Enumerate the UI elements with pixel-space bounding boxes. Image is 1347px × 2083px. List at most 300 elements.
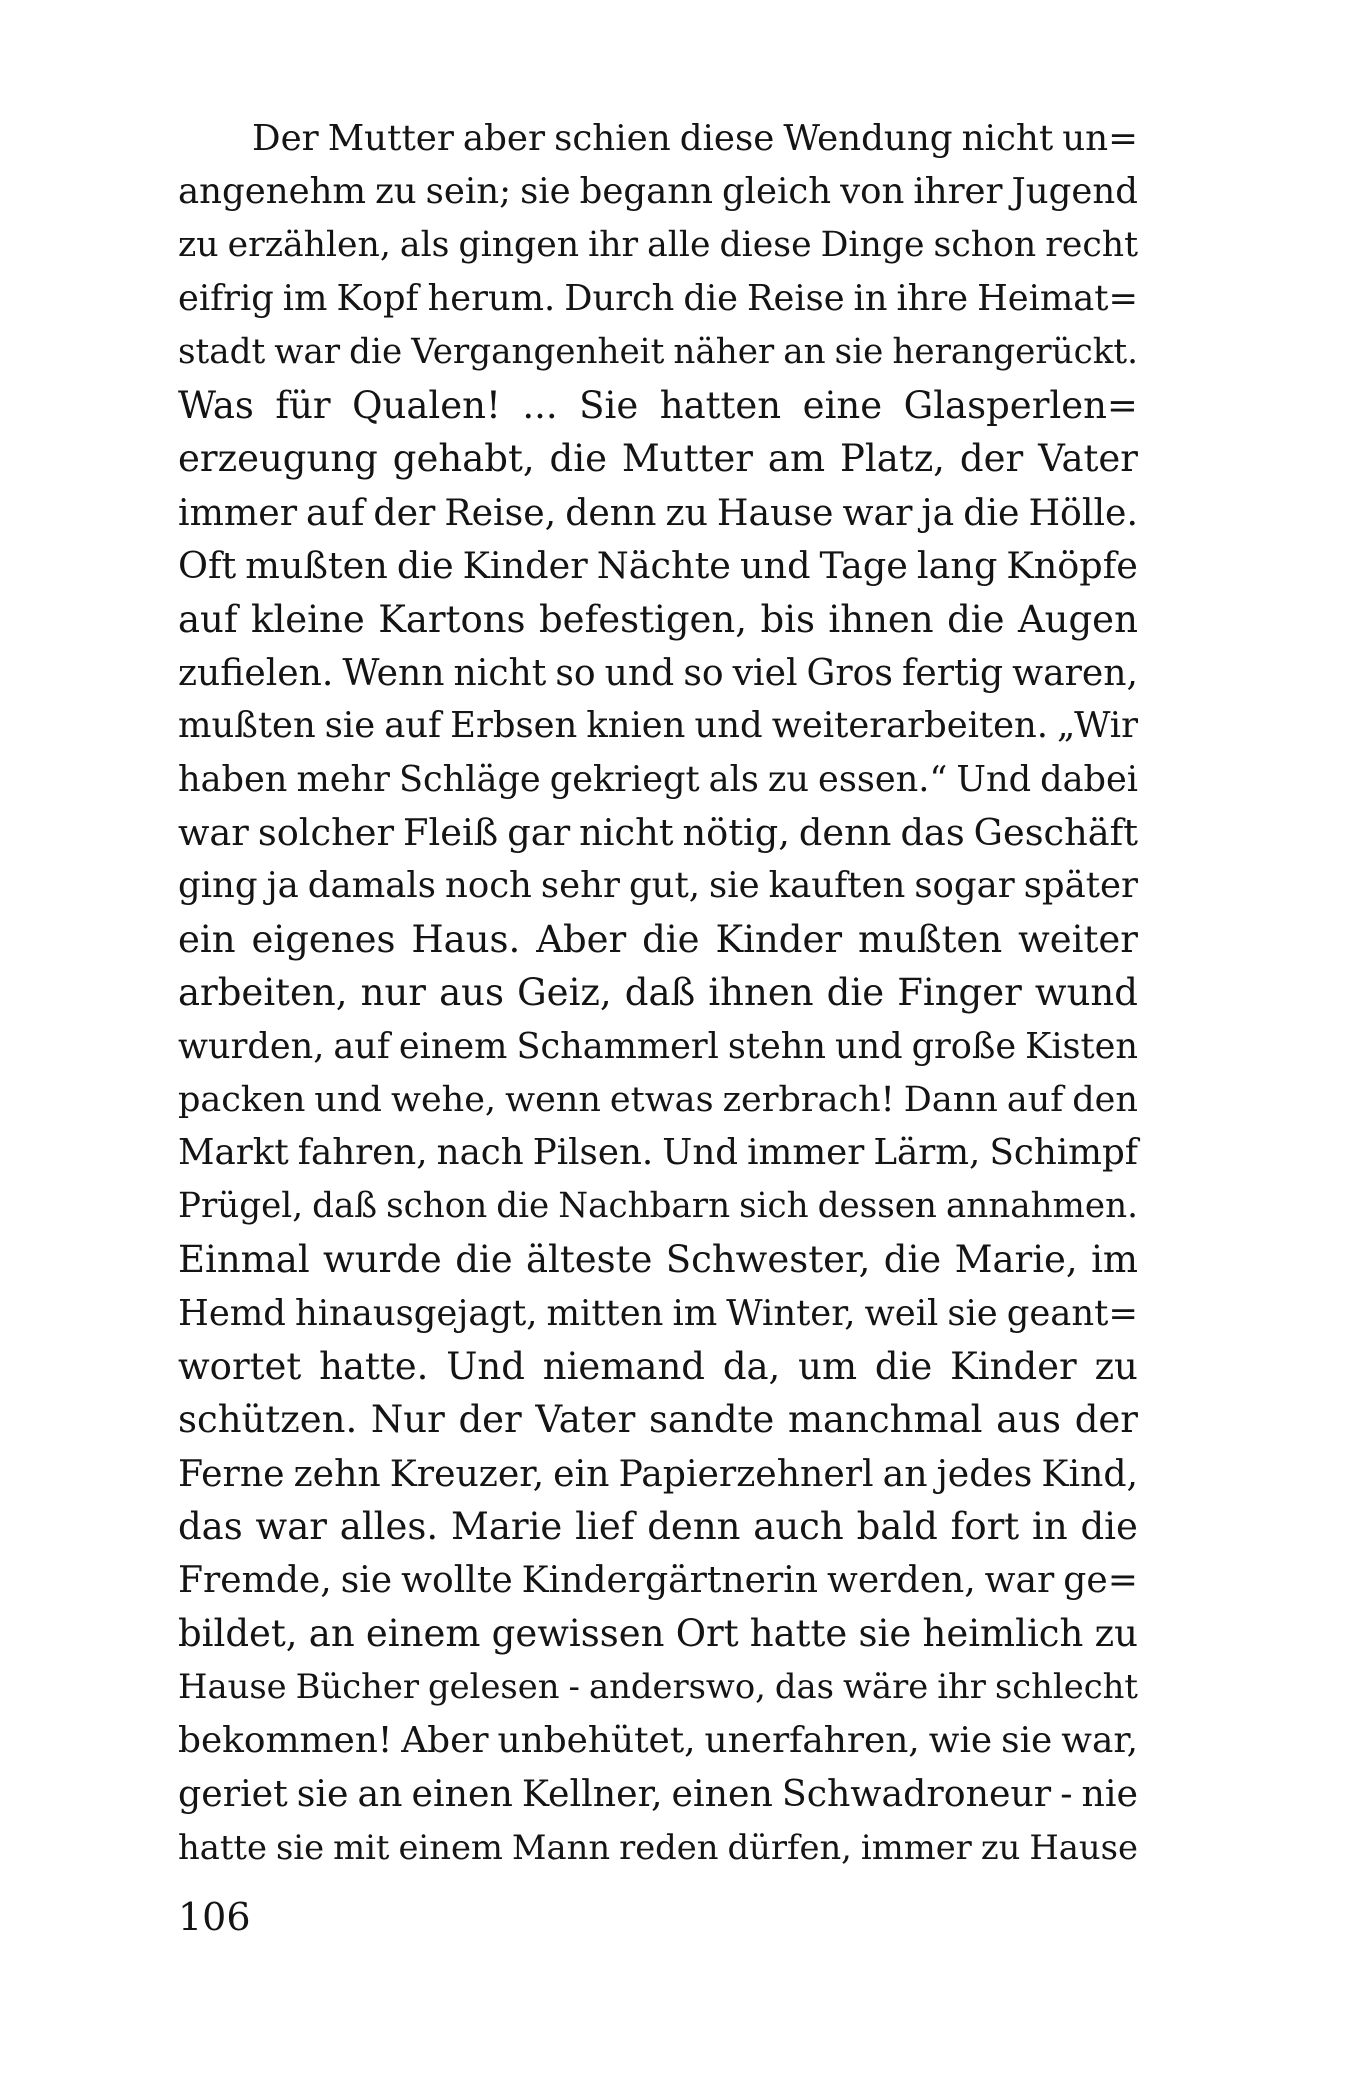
word: lief <box>575 1505 635 1549</box>
word: nicht <box>961 118 1054 159</box>
word: den <box>1072 1079 1138 1121</box>
word: zu <box>665 490 708 534</box>
text-line <box>178 913 1138 966</box>
word: die <box>549 437 607 481</box>
word: immer <box>178 490 298 534</box>
word: Platz, <box>840 437 945 481</box>
word: nie <box>1081 1772 1138 1816</box>
word: noch <box>445 865 532 907</box>
word: hinausgejagt, <box>294 1292 538 1334</box>
word: Hemd <box>178 1292 286 1334</box>
word: nach <box>436 1132 524 1174</box>
word: das <box>774 1667 834 1707</box>
word: herangerückt. <box>892 331 1138 372</box>
word: die <box>455 1238 513 1282</box>
word: sandte <box>648 1398 775 1442</box>
word: ging <box>178 865 258 907</box>
word: aus <box>996 1398 1062 1442</box>
word: aus <box>439 971 504 1015</box>
word: Augen <box>1017 597 1138 641</box>
text-line <box>178 219 1138 272</box>
word: die <box>683 278 739 320</box>
text-line <box>178 1126 1138 1179</box>
word: das <box>900 811 965 855</box>
word: Dinge <box>820 224 925 265</box>
word: und <box>314 1079 382 1121</box>
word: an <box>882 1451 928 1495</box>
word: ja <box>266 865 299 907</box>
word: weiterarbeiten. <box>771 705 1048 747</box>
word: solcher <box>257 811 394 855</box>
word: ge= <box>1063 1558 1138 1601</box>
word: wollte <box>401 1558 513 1601</box>
word: ein <box>178 917 236 961</box>
word: Und <box>446 1344 525 1388</box>
word: zu <box>375 171 417 213</box>
word: weiter <box>1018 917 1138 961</box>
word: mußten <box>245 544 388 588</box>
word: schlecht <box>994 1667 1138 1707</box>
word: hatten <box>659 383 782 427</box>
word: mitten <box>546 1292 664 1334</box>
word: sie <box>858 1611 912 1655</box>
word: damals <box>307 865 436 907</box>
word: sie <box>947 1292 998 1334</box>
word: Wendung <box>783 118 953 159</box>
word: Schwester, <box>665 1238 871 1282</box>
word: ihr <box>937 1667 986 1707</box>
text-line <box>178 1180 1138 1233</box>
word: zu <box>178 224 219 265</box>
word: sein; <box>425 171 512 213</box>
word: angenehm <box>178 171 367 213</box>
word: mußten <box>857 917 1003 961</box>
word: in <box>853 278 888 320</box>
word: im <box>672 1292 718 1334</box>
word: wehe, <box>390 1079 497 1121</box>
word: am <box>767 437 826 481</box>
word: die <box>963 490 1020 534</box>
word: waren, <box>1012 650 1138 694</box>
word: nötig, <box>682 811 790 855</box>
word: daß <box>312 1185 378 1226</box>
word: und <box>604 650 675 694</box>
word: bald <box>856 1505 938 1549</box>
word: wurde <box>323 1238 442 1282</box>
word: sogar <box>914 865 1015 907</box>
word: war <box>274 331 341 372</box>
body-text <box>178 112 1138 1874</box>
text-line <box>178 486 1138 539</box>
word: Marie, <box>954 1238 1078 1282</box>
text-line <box>178 1340 1138 1393</box>
word: unbehütet, <box>497 1719 696 1761</box>
word: schon <box>933 224 1037 265</box>
word: Was <box>178 383 254 427</box>
text-line <box>178 699 1138 752</box>
word: bildet, <box>178 1611 298 1655</box>
word: aber <box>462 118 546 159</box>
word: die <box>826 971 885 1015</box>
word: so <box>683 650 724 694</box>
word: ... <box>522 383 558 427</box>
word: der <box>458 1398 522 1442</box>
word: alles. <box>339 1505 439 1549</box>
word: Kreuzer, <box>389 1451 545 1495</box>
text-line <box>178 646 1138 699</box>
word: ein <box>553 1451 610 1495</box>
word: kleine <box>251 597 365 641</box>
text-line <box>178 1233 1138 1286</box>
word: erzählen, <box>227 224 391 265</box>
word: Tage <box>819 544 908 588</box>
word: Bücher <box>295 1667 420 1707</box>
word: hatte. <box>319 1344 429 1388</box>
word: Vergangenheit <box>411 331 665 372</box>
word: wortet <box>178 1344 302 1388</box>
word: sie <box>296 1772 349 1816</box>
word: bekommen! <box>178 1719 393 1761</box>
word: gehabt, <box>392 437 535 481</box>
word: Lärm, <box>873 1132 981 1174</box>
word: ihre <box>896 278 969 320</box>
word: gingen <box>458 224 580 265</box>
word: eifrig <box>178 278 274 320</box>
word: reden <box>619 1827 719 1867</box>
word: Schimpf <box>989 1132 1138 1174</box>
word: Vater <box>535 1398 636 1442</box>
word: Marie <box>450 1505 563 1549</box>
word: die <box>642 917 700 961</box>
word: Kind, <box>1041 1451 1138 1495</box>
word: einen <box>411 1772 513 1816</box>
word: war <box>984 1558 1055 1601</box>
text-line <box>178 1767 1138 1820</box>
word: - <box>568 1667 580 1707</box>
word: sie <box>275 1827 325 1867</box>
word: war, <box>1061 1719 1138 1761</box>
word: knien <box>586 705 686 747</box>
word: Nur <box>370 1398 445 1442</box>
word: Markt <box>178 1132 289 1174</box>
word: haben <box>178 758 288 800</box>
word: der <box>1074 1398 1138 1442</box>
word: Geiz, <box>517 971 612 1015</box>
word: gelesen <box>428 1667 560 1707</box>
word: Dann <box>903 1079 998 1121</box>
word: schon <box>386 1185 488 1226</box>
word: essen.“ <box>818 758 948 800</box>
word: ja <box>921 490 955 534</box>
word: Finger <box>897 971 1022 1015</box>
word: sehr <box>540 865 620 907</box>
word: Prügel, <box>178 1185 304 1226</box>
word: lang <box>916 544 998 588</box>
word: die <box>883 1238 942 1282</box>
word: Aber <box>536 917 627 961</box>
word: zufielen. <box>178 650 334 694</box>
text-line <box>178 112 1138 165</box>
word: denn <box>647 1505 741 1549</box>
word: auf <box>306 490 365 534</box>
word: schützen. <box>178 1398 358 1442</box>
word: für <box>275 383 331 427</box>
word: war <box>255 1505 327 1549</box>
word: Kellner, <box>521 1772 663 1816</box>
text-line <box>178 379 1138 432</box>
word: Hause <box>716 490 834 534</box>
word: Ferne <box>178 1451 285 1495</box>
word: immer <box>860 1827 972 1867</box>
word: Ort <box>675 1611 739 1655</box>
word: bis <box>760 597 815 641</box>
word: Oft <box>178 544 237 588</box>
word: wäre <box>843 1667 929 1707</box>
word: Wenn <box>342 650 445 694</box>
word: zu <box>1094 1344 1138 1388</box>
word: an <box>783 331 826 372</box>
text-line <box>178 539 1138 592</box>
word: dabei <box>1040 758 1138 800</box>
word: nur <box>360 971 426 1015</box>
word: die <box>947 597 1005 641</box>
word: Knöpfe <box>1006 544 1138 588</box>
word: Schammerl <box>516 1025 719 1067</box>
word: Reise <box>747 278 845 320</box>
word: schien <box>554 118 671 159</box>
word: an <box>308 1611 355 1655</box>
word: Mutter <box>621 437 753 481</box>
word: eine <box>802 383 883 427</box>
word: der <box>373 490 436 534</box>
page-number: 106 <box>178 1895 251 1939</box>
word: befestigen, <box>538 597 748 641</box>
word: sie <box>520 171 571 213</box>
word: zehn <box>293 1451 381 1495</box>
word: gekriegt <box>549 758 700 800</box>
word: ihnen <box>708 971 814 1015</box>
word: hatte <box>178 1827 267 1867</box>
word: weil <box>864 1292 939 1334</box>
text-line <box>178 806 1138 859</box>
word: da, <box>722 1344 781 1388</box>
word: Hölle. <box>1028 490 1138 534</box>
word: Kisten <box>1025 1025 1138 1067</box>
word: Schläge <box>398 758 541 800</box>
word: Haus. <box>411 917 521 961</box>
word: Hause <box>178 1667 287 1707</box>
word: denn <box>798 811 892 855</box>
word: heimlich <box>922 1611 1084 1655</box>
word: niemand <box>542 1344 705 1388</box>
word: jedes <box>936 1451 1033 1495</box>
word: Durch <box>564 278 675 320</box>
word: geriet <box>178 1772 288 1816</box>
text-line <box>178 966 1138 1019</box>
word: Mann <box>511 1827 611 1867</box>
word: Mutter <box>327 118 454 159</box>
text-line <box>178 1447 1138 1500</box>
word: Reise, <box>444 490 557 534</box>
word: Der <box>252 118 319 159</box>
word: anderswo, <box>588 1667 766 1707</box>
word: denn <box>565 490 657 534</box>
word: und <box>834 1025 903 1067</box>
text-line <box>178 753 1138 806</box>
word: Jugend <box>1011 171 1138 213</box>
word: auch <box>753 1505 844 1549</box>
text-line <box>178 1607 1138 1660</box>
word: Winter, <box>726 1292 856 1334</box>
text-line <box>178 1714 1138 1767</box>
word: Glasperlen= <box>903 383 1138 427</box>
word: sie <box>340 1558 393 1601</box>
word: in <box>1031 1505 1068 1549</box>
word: zerbrach! <box>722 1079 895 1121</box>
word: mehr <box>296 758 390 800</box>
word: um <box>798 1344 858 1388</box>
word: einem <box>398 1025 508 1067</box>
word: Papierzehnerl <box>618 1451 874 1495</box>
word: sie <box>834 331 884 372</box>
text-line <box>178 1821 1138 1874</box>
word: kauften <box>768 865 906 907</box>
word: Nächte <box>596 544 731 588</box>
word: gar <box>507 811 571 855</box>
word: - <box>1060 1772 1073 1816</box>
word: dessen <box>817 1185 937 1226</box>
word: gut, <box>628 865 701 907</box>
word: sie <box>709 865 760 907</box>
word: nicht <box>579 811 674 855</box>
word: viel <box>732 650 798 694</box>
text-line <box>178 1073 1138 1126</box>
word: fertig <box>901 650 1004 694</box>
word: im <box>1091 1238 1138 1282</box>
word: stehn <box>727 1025 826 1067</box>
word: die <box>1080 1505 1138 1549</box>
word: geant= <box>1006 1292 1138 1334</box>
word: große <box>911 1025 1017 1067</box>
word: auf <box>384 705 442 747</box>
word: ihr <box>588 224 639 265</box>
word: als <box>399 224 450 265</box>
word: Und <box>956 758 1032 800</box>
word: und <box>694 705 763 747</box>
word: auf <box>1006 1079 1064 1121</box>
word: Vater <box>1038 437 1138 481</box>
word: gleich <box>721 171 832 213</box>
word: wie <box>928 1719 993 1761</box>
word: zu <box>1094 1611 1138 1655</box>
word: im <box>282 278 328 320</box>
word: herum. <box>427 278 556 320</box>
word: zu <box>767 758 810 800</box>
text-line <box>178 432 1138 485</box>
word: von <box>840 171 905 213</box>
word: Pilsen. <box>532 1132 654 1174</box>
text-line <box>178 1020 1138 1073</box>
word: hatte <box>749 1611 848 1655</box>
word: Gros <box>806 650 893 694</box>
word: älteste <box>525 1238 653 1282</box>
word: dürfen, <box>727 1827 852 1867</box>
text-line <box>178 1500 1138 1553</box>
word: stadt <box>178 331 266 372</box>
word: wenn <box>505 1079 601 1121</box>
word: einen <box>671 1772 773 1816</box>
word: mit <box>333 1827 390 1867</box>
text-line <box>178 165 1138 218</box>
word: Erbsen <box>450 705 578 747</box>
word: daß <box>624 971 696 1015</box>
word: wurden, <box>178 1025 325 1067</box>
word: einem <box>365 1611 481 1655</box>
word: Kopf <box>336 278 419 320</box>
word: erzeugung <box>178 437 378 481</box>
text-line <box>178 326 1138 379</box>
word: als <box>708 758 759 800</box>
word: Und <box>662 1132 739 1174</box>
word: Heimat= <box>977 278 1138 320</box>
word: ihnen <box>828 597 934 641</box>
text-line <box>178 859 1138 912</box>
word: auf <box>333 1025 390 1067</box>
word: Kinder <box>950 1344 1077 1388</box>
word: recht <box>1045 224 1138 265</box>
word: sie <box>1001 1719 1053 1761</box>
word: Qualen! <box>352 383 501 427</box>
word: sich <box>739 1185 809 1226</box>
word: an <box>357 1772 403 1816</box>
word: Fleiß <box>403 811 499 855</box>
word: Kartons <box>378 597 526 641</box>
word: näher <box>673 331 775 372</box>
word: so <box>555 650 596 694</box>
word: ihrer <box>913 171 1003 213</box>
word: einem <box>398 1827 503 1867</box>
word: gewissen <box>491 1611 665 1655</box>
text-line <box>178 272 1138 325</box>
word: un= <box>1062 118 1138 159</box>
word: Nachbarn <box>558 1185 731 1226</box>
word: manchmal <box>787 1398 983 1442</box>
word: auf <box>178 597 238 641</box>
word: arbeiten, <box>178 971 348 1015</box>
word: mußten <box>178 705 316 747</box>
text-line <box>178 593 1138 646</box>
word: der <box>959 437 1024 481</box>
word: Kindergärtnerin <box>521 1558 819 1601</box>
word: zu <box>980 1827 1021 1867</box>
word: wund <box>1034 971 1138 1015</box>
word: Kinder <box>462 544 588 588</box>
word: diese <box>679 118 775 159</box>
word: diese <box>719 224 812 265</box>
word: die <box>874 1344 933 1388</box>
word: Fremde, <box>178 1558 332 1601</box>
word: sie <box>324 705 376 747</box>
word: Kinder <box>715 917 843 961</box>
text-line <box>178 1660 1138 1713</box>
word: war <box>178 811 249 855</box>
word: „Wir <box>1057 705 1138 747</box>
word: packen <box>178 1079 306 1121</box>
word: etwas <box>609 1079 714 1121</box>
word: die <box>496 1185 550 1226</box>
word: immer <box>747 1132 865 1174</box>
word: Hause <box>1029 1827 1138 1867</box>
